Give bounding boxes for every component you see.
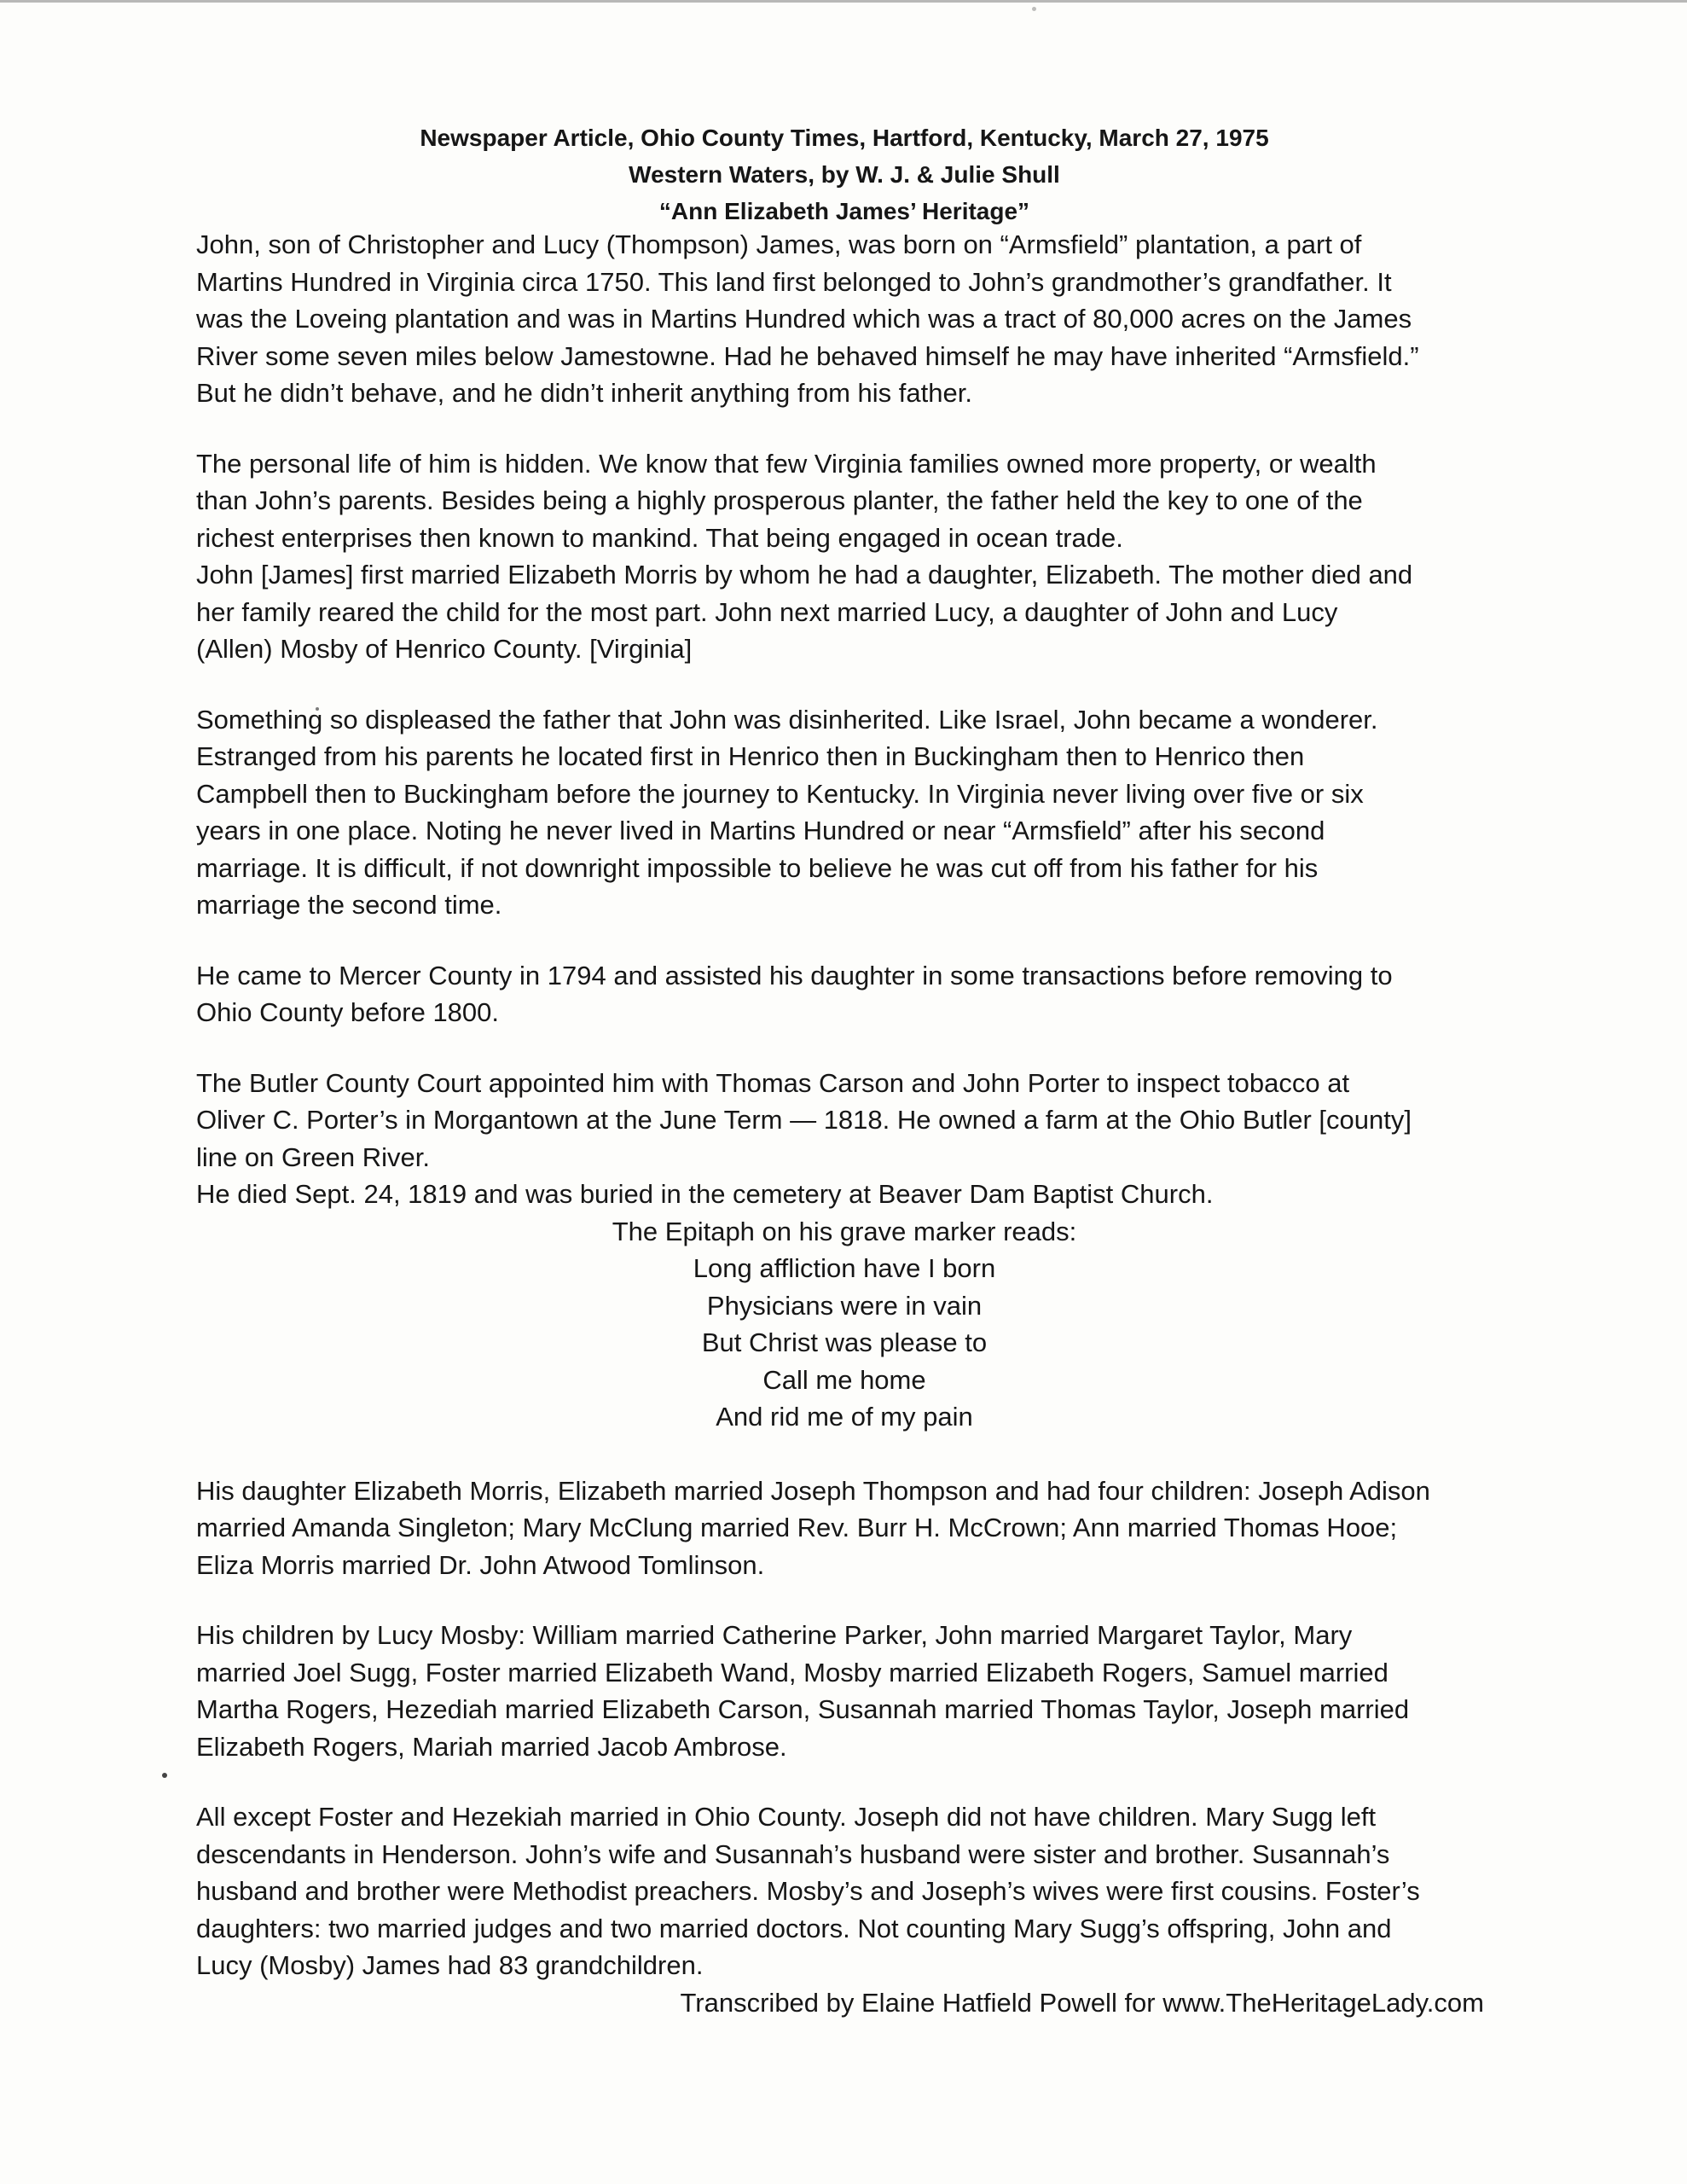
epitaph-line: But Christ was please to bbox=[701, 1327, 988, 1357]
paragraph-death: He died Sept. 24, 1819 and was buried in the cemetery at Beaver Dam Baptist Church. bbox=[196, 1179, 1214, 1209]
transcription-credit: Transcribed by Elaine Hatfield Powell for www.TheHeritageLady.com bbox=[680, 1987, 1484, 2018]
paragraph-daughter-elizabeth: His daughter Elizabeth Morris, Elizabeth married Joseph Thompson and had four children: Joseph Adison married Amanda Singleton; Mary McClung married Rev. Burr H. McCrown; Ann married Thomas Hooe; Eliza Morris married Dr. John Atwood Tomlinson. bbox=[196, 1475, 1430, 1580]
article-header bbox=[196, 119, 1493, 229]
paragraph-disinherited: Something so displeased the father that John was disinherited. Like Israel, John became a wonderer. Estranged from his parents he located first in Henrico then in Buckingham then to Henrico then Campbell then to Buckingham before the journey to Kentucky. In Virginia never living over five or six years in one place. Noting he never lived in Martins Hundred or near “Armsfield” after his second marriage. It is difficult, if not downright impossible to believe he was cut off from his father for his marriage the second time. bbox=[196, 704, 1378, 920]
epitaph bbox=[196, 1213, 1493, 1436]
epitaph-line: Call me home bbox=[762, 1364, 926, 1395]
paragraph-children-lucy-mosby: His children by Lucy Mosby: William married Catherine Parker, John married Margaret Taylor, Mary married Joel Sugg, Foster married Elizabeth Wand, Mosby married Elizabeth Rogers, Samuel married Martha Rogers, Hezediah married Elizabeth Carson, Susannah married Thomas Taylor, Joseph married Elizabeth Rogers, Mariah married Jacob Ambrose. bbox=[196, 1620, 1410, 1762]
paragraph-personal-life: The personal life of him is hidden. We know that few Virginia families owned more property, or wealth than John’s parents. Besides being a highly prosperous planter, the father held the key to one of the richest enterprises then known to mankind. That being engaged in ocean trade. bbox=[196, 448, 1377, 553]
epitaph-intro: The Epitaph on his grave marker reads: bbox=[612, 1216, 1077, 1246]
scan-speck bbox=[1032, 7, 1036, 11]
paragraph-birth: John, son of Christopher and Lucy (Thompson) James, was born on “Armsfield” plantation, a part of Martins Hundred in Virginia circa 1750. This land first belonged to John’s grandmother’s grandfather. It was the Loveing plantation and was in Martins Hundred which was a tract of 80,000 acres on the James River some seven miles below Jamestowne. Had he behaved himself he may have inherited “Armsfield.” But he didn’t behave, and he didn’t inherit anything from his father. bbox=[196, 229, 1419, 408]
paragraph-mercer-county: He came to Mercer County in 1794 and assisted his daughter in some transactions before removing to Ohio County before 1800. bbox=[196, 960, 1393, 1027]
paragraph-butler-county: The Butler County Court appointed him with Thomas Carson and John Porter to inspect tobacco at Oliver C. Porter’s in Morgantown at the June Term — 1818. He owned a farm at the Ohio Butler [county] line on Green River. bbox=[196, 1067, 1412, 1172]
article-body bbox=[196, 226, 1493, 2021]
epitaph-line: Long affliction have I born bbox=[693, 1253, 996, 1283]
scan-speck bbox=[162, 1773, 167, 1778]
epitaph-line: Physicians were in vain bbox=[706, 1290, 983, 1321]
header-title-line: “Ann Elizabeth James’ Heritage” bbox=[658, 198, 1030, 224]
paragraph-marriages: John [James] first married Elizabeth Morris by whom he had a daughter, Elizabeth. The mother died and her family reared the child for the most part. John next married Lucy, a daughter of John and Lucy (Allen) Mosby of Henrico County. [Virginia] bbox=[196, 560, 1413, 664]
header-column-line: Western Waters, by W. J. & Julie Shull bbox=[629, 161, 1060, 188]
epitaph-line: And rid me of my pain bbox=[716, 1402, 973, 1432]
header-source-line: Newspaper Article, Ohio County Times, Hartford, Kentucky, March 27, 1975 bbox=[420, 125, 1269, 151]
paragraph-descendants: All except Foster and Hezekiah married in Ohio County. Joseph did not have children. Mary Sugg left descendants in Henderson. John’s wife and Susannah’s husband were sister and brother. Susannah’s husband and brother were Methodist preachers. Mosby’s and Joseph’s wives were first cousins. Foster’s daughters: two married judges and two married doctors. Not counting Mary Sugg’s offspring, John and Lucy (Mosby) James had 83 grandchildren. bbox=[196, 1802, 1420, 1980]
scan-top-edge bbox=[0, 0, 1687, 3]
